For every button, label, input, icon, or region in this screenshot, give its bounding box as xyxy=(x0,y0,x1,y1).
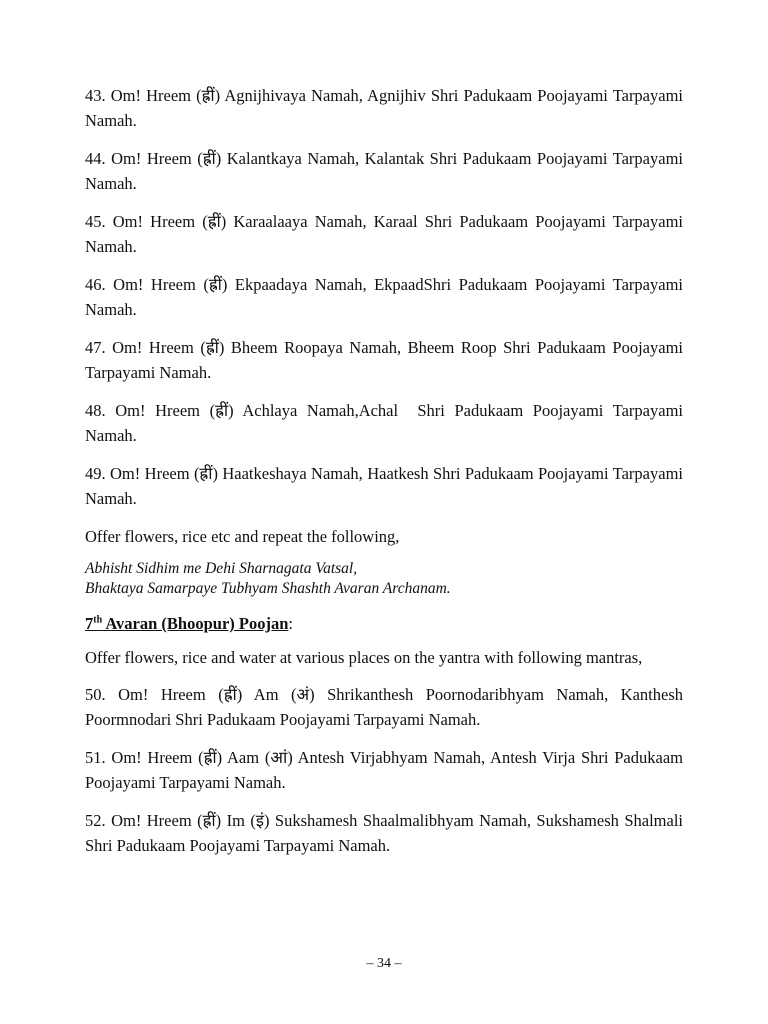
section-heading-title: 7th Avaran (Bhoopur) Poojan xyxy=(85,614,289,633)
mantra-43: 43. Om! Hreem (ह्रीं) Agnijhivaya Namah, Agnijhiv Shri Padukaam Poojayami Tarpayami Namah. xyxy=(85,86,683,130)
archanam-verse xyxy=(85,559,683,599)
mantra-44: 44. Om! Hreem (ह्रीं) Kalantkaya Namah, Kalantak Shri Padukaam Poojayami Tarpayami Namah. xyxy=(85,149,683,193)
mantra-45: 45. Om! Hreem (ह्रीं) Karaalaaya Namah, Karaal Shri Padukaam Poojayami Tarpayami Namah. xyxy=(85,212,683,256)
document-body xyxy=(85,83,688,871)
mantra-48: 48. Om! Hreem (ह्रीं) Achlaya Namah,Achal Shri Padukaam Poojayami Tarpayami Namah. xyxy=(85,401,688,445)
mantra-51: 51. Om! Hreem (ह्रीं) Aam (आं) Antesh Virjabhyam Namah, Antesh Virja Shri Padukaam Poojayami Tarpayami Namah. xyxy=(85,748,683,792)
section-heading: 7th Avaran (Bhoopur) Poojan: xyxy=(85,614,294,633)
mantra-49: 49. Om! Hreem (ह्रीं) Haatkeshaya Namah, Haatkesh Shri Padukaam Poojayami Tarpayami Namah. xyxy=(85,464,683,508)
mantra-50: 50. Om! Hreem (ह्रीं) Am (अं) Shrikanthesh Poornodaribhyam Namah, Kanthesh Poormnodari Shri Padukaam Poojayami Tarpayami Namah. xyxy=(85,685,683,729)
verse-line-2: Bhaktaya Samarpaye Tubhyam Shashth Avaran Archanam. xyxy=(85,580,451,597)
mantra-47: 47. Om! Hreem (ह्रीं) Bheem Roopaya Namah, Bheem Roop Shri Padukaam Poojayami Tarpayami Namah. xyxy=(85,338,683,382)
mantra-46: 46. Om! Hreem (ह्रीं) Ekpaadaya Namah, EkpaadShri Padukaam Poojayami Tarpayami Namah. xyxy=(85,275,683,319)
offering-instruction: Offer flowers, rice etc and repeat the following, xyxy=(85,527,400,546)
mantra-52: 52. Om! Hreem (ह्रीं) Im (इं) Sukshamesh Shaalmalibhyam Namah, Sukshamesh Shalmali Shri Padukaam Poojayami Tarpayami Namah. xyxy=(85,811,683,855)
verse-line-1: Abhisht Sidhim me Dehi Sharnagata Vatsal, xyxy=(85,560,358,577)
page-number: – 34 – xyxy=(366,956,402,971)
yantra-instruction: Offer flowers, rice and water at various places on the yantra with following mantras, xyxy=(85,648,643,667)
